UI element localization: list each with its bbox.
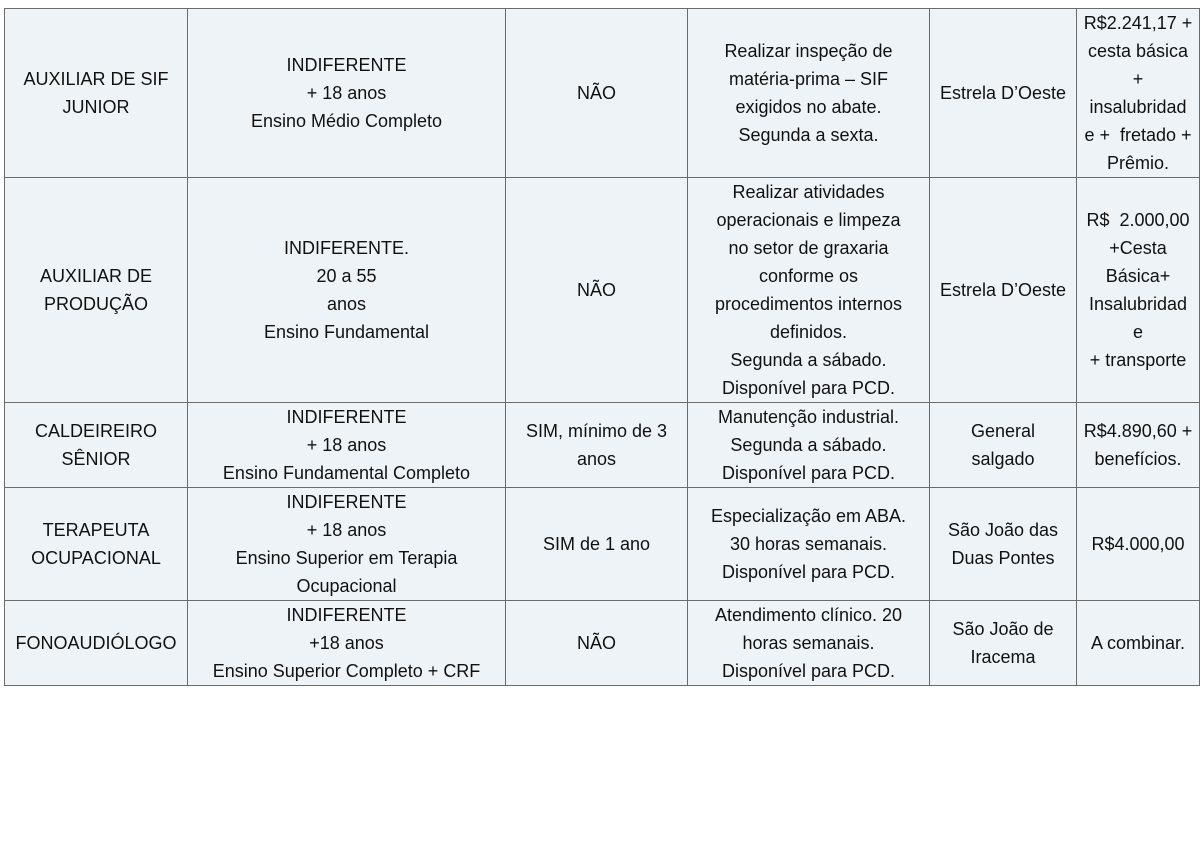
activities-line: horas semanais. [742, 633, 875, 653]
city-cell [930, 178, 1077, 403]
activities-line: Atendimento clínico. 20 [714, 605, 903, 625]
experience-line: NÃO [576, 280, 616, 300]
experience-cell [506, 601, 688, 686]
salary-line: R$4.890,60 + [1083, 421, 1193, 441]
experience-line: NÃO [576, 83, 616, 103]
requirements-line: Ensino Fundamental Completo [222, 463, 471, 483]
job-title-line: TERAPEUTA [42, 520, 150, 540]
requirements-line: +18 anos [309, 633, 384, 653]
city-cell [930, 9, 1077, 178]
job-title-line: FONOAUDIÓLOGO [15, 633, 177, 653]
requirements-line: 20 a 55 [316, 266, 377, 286]
salary-cell [1077, 178, 1200, 403]
salary-cell [1077, 9, 1200, 178]
requirements-line: Ocupacional [296, 576, 397, 596]
activities-cell [688, 178, 930, 403]
activities-line: Especialização em ABA. [710, 506, 907, 526]
activities-cell [688, 9, 930, 178]
job-title-cell [5, 9, 188, 178]
salary-line: benefícios. [1094, 449, 1182, 469]
requirements-line: INDIFERENTE. [283, 238, 409, 258]
salary-line: Básica+ [1105, 266, 1171, 286]
table-row [5, 403, 1200, 488]
salary-line: + [1132, 69, 1144, 89]
job-title-line: AUXILIAR DE [39, 266, 153, 286]
experience-line: SIM, mínimo de 3 [525, 421, 668, 441]
salary-line: R$2.241,17 + [1083, 13, 1193, 33]
activities-line: Realizar atividades [732, 182, 885, 202]
table-row [5, 178, 1200, 403]
experience-cell [506, 403, 688, 488]
activities-line: exigidos no abate. [735, 97, 882, 117]
salary-line: Prêmio. [1106, 153, 1169, 173]
requirements-line: INDIFERENTE [286, 492, 407, 512]
city-line: Duas Pontes [951, 548, 1055, 568]
requirements-cell [188, 488, 506, 601]
job-title-cell [5, 488, 188, 601]
city-cell [930, 488, 1077, 601]
table-row [5, 9, 1200, 178]
activities-line: Realizar inspeção de [724, 41, 893, 61]
job-title-line: SÊNIOR [61, 449, 131, 469]
activities-line: Segunda a sábado. [730, 435, 887, 455]
requirements-line: INDIFERENTE [286, 605, 407, 625]
experience-cell [506, 9, 688, 178]
requirements-line: Ensino Superior Completo + CRF [212, 661, 481, 681]
job-title-line: OCUPACIONAL [31, 548, 161, 568]
activities-line: 30 horas semanais. [729, 534, 888, 554]
activities-line: Disponível para PCD. [721, 463, 896, 483]
activities-line: Segunda a sexta. [738, 125, 879, 145]
activities-line: Disponível para PCD. [721, 378, 896, 398]
requirements-cell [188, 9, 506, 178]
experience-line: anos [576, 449, 617, 469]
requirements-cell [188, 178, 506, 403]
job-openings-table [4, 8, 1200, 686]
activities-line: Disponível para PCD. [721, 661, 896, 681]
city-line: São João de [952, 619, 1054, 639]
requirements-cell [188, 601, 506, 686]
salary-line: e + fretado + [1084, 125, 1192, 145]
salary-cell [1077, 488, 1200, 601]
city-line: Iracema [970, 647, 1036, 667]
city-line: Estrela D’Oeste [939, 83, 1067, 103]
requirements-line: Ensino Médio Completo [250, 111, 443, 131]
activities-line: Disponível para PCD. [721, 562, 896, 582]
requirements-line: anos [326, 294, 367, 314]
requirements-line: Ensino Superior em Terapia [235, 548, 458, 568]
activities-line: matéria-prima – SIF [728, 69, 889, 89]
city-cell [930, 601, 1077, 686]
requirements-line: Ensino Fundamental [263, 322, 430, 342]
city-line: Estrela D’Oeste [939, 280, 1067, 300]
activities-line: no setor de graxaria [728, 238, 889, 258]
table-row [5, 488, 1200, 601]
job-title-cell [5, 403, 188, 488]
salary-line: R$ 2.000,00 [1086, 210, 1190, 230]
experience-cell [506, 178, 688, 403]
salary-line: insalubridad [1089, 97, 1187, 117]
job-title-cell [5, 178, 188, 403]
requirements-cell [188, 403, 506, 488]
job-title-line: PRODUÇÃO [43, 294, 148, 314]
activities-cell [688, 488, 930, 601]
job-title-line: AUXILIAR DE SIF [23, 69, 169, 89]
salary-line: cesta básica [1087, 41, 1189, 61]
experience-line: NÃO [576, 633, 616, 653]
experience-cell [506, 488, 688, 601]
salary-cell [1077, 601, 1200, 686]
activities-line: procedimentos internos [714, 294, 903, 314]
job-title-line: CALDEIREIRO [34, 421, 158, 441]
city-line: salgado [971, 449, 1035, 469]
job-title-cell [5, 601, 188, 686]
activities-line: conforme os [758, 266, 859, 286]
activities-line: Segunda a sábado. [730, 350, 887, 370]
requirements-line: + 18 anos [306, 435, 387, 455]
activities-line: Manutenção industrial. [717, 407, 900, 427]
salary-line: R$4.000,00 [1091, 534, 1185, 554]
activities-cell [688, 601, 930, 686]
requirements-line: INDIFERENTE [286, 55, 407, 75]
city-line: General [970, 421, 1036, 441]
city-line: São João das [947, 520, 1059, 540]
activities-cell [688, 403, 930, 488]
table-row [5, 601, 1200, 686]
job-title-line: JUNIOR [62, 97, 130, 117]
salary-line: +Cesta [1109, 238, 1167, 258]
activities-line: definidos. [769, 322, 848, 342]
salary-line: + transporte [1089, 350, 1187, 370]
salary-line: Insalubridad [1088, 294, 1188, 314]
experience-line: SIM de 1 ano [542, 534, 651, 554]
city-cell [930, 403, 1077, 488]
table-body [5, 9, 1200, 686]
salary-line: A combinar. [1090, 633, 1186, 653]
activities-line: operacionais e limpeza [716, 210, 901, 230]
requirements-line: + 18 anos [306, 520, 387, 540]
salary-cell [1077, 403, 1200, 488]
requirements-line: + 18 anos [306, 83, 387, 103]
salary-line: e [1132, 322, 1143, 342]
requirements-line: INDIFERENTE [286, 407, 407, 427]
